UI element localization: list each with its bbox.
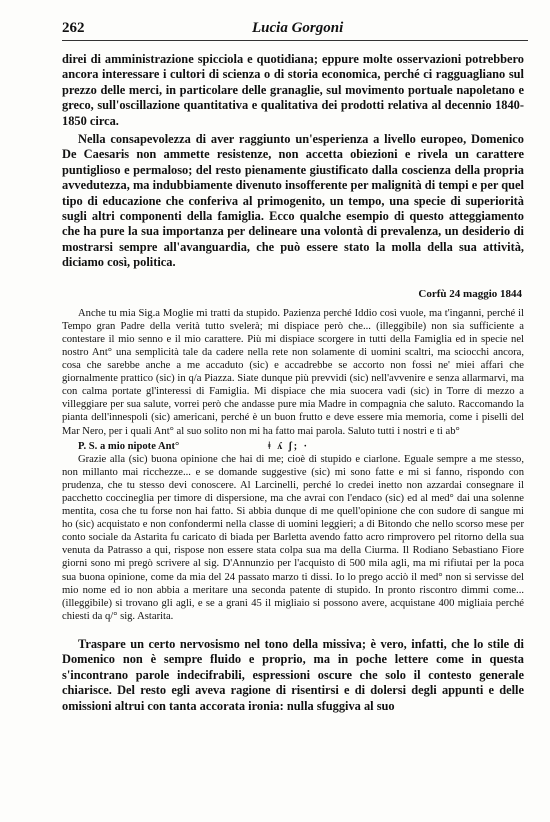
- letter-date: Corfù 24 maggio 1844: [418, 287, 522, 300]
- page-number: 262: [62, 20, 85, 36]
- running-header: [62, 20, 528, 42]
- postscript-label: P. S. a mio nipote Ant°: [78, 440, 180, 452]
- header-rule: [62, 40, 528, 41]
- handwritten-scribble: ǂ ʎ ʃ; ·: [267, 440, 309, 452]
- intro-paragraph-2: Nella consapevolezza di aver raggiunto un'esperienza a livello europeo, Domenico De Caesaris non ammette resistenze, non accetta obiezioni e rivela un carattere puntiglioso e permaloso; del resto pienamente giustificato dalla coscienza della propria avvedutezza, ma indubbiamente divenuto insofferente per malignità di tempi e per quel tipo di educazione che conferiva al primogenito, un tempo, una specie di superiorità sugli altri componenti della famiglia. Ecco qualche esempio di questo atteggiamento che ha pure la sua importanza per delineare una volontà di prevalenza, un desiderio di mostrarsi sempre all'avanguardia, che può essere stato la molla della sua attività, diciamo così, politica.: [62, 132, 524, 270]
- intro-text: [62, 52, 524, 271]
- page-body: [62, 52, 524, 714]
- letter-paragraph-1: Anche tu mia Sig.a Moglie mi tratti da stupido. Pazienza perché Iddio così vuole, ma t'inganni, perché il Tempo gran Padre della verità tutto svelerà; mi dispiace però che... (illeggibile) non sia sufficiente a contestare il mio senno e il mio carattere. Più mi dispiace scorgere in tutti della Famiglia ed in specie nel nostro Ant° una semplicità tale da cadere nella rete non solamente di uomini scaltri, ma sciocchi ancora, cosa che sarebbe anche a me accaduto (sic) e accadrebbe se accorto non fossi ne' miei affari che giornalmente prattico (sic) in q/a Piazza. Siate dunque più prevvidi (sic) nell'avvenire e senza allarmarvi, ma con calma portate gl'interessi di Famiglia. Mi dispiace che mia suocera vadi (sic) in Torre di mezzo a villeggiare per sua salute, vorrei però che andasse pure mia Madre in compagnia che saluto. Raccomando la pianta dell'innespoli (sic) americani, perché è un buon frutto e deve essere mia memoria, come i piselli del Mar Nero, per i quali Ant° al suo solito non mi ha fatto mai parola. Saluto tutti i nostri e ti ab°: [62, 307, 524, 437]
- letter-quote: [62, 307, 524, 623]
- commentary-text: [62, 637, 524, 714]
- letter-paragraph-2: Grazie alla (sic) buona opinione che hai di me; cioè di stupido e ciarlone. Eguale sempre a me stesso, non millanto mai ricchezze... e se domande suggestive (sic) mi sono fatte e mi si fanno, rispondo con prudenza, che tu stesso devi conoscere. Al Larcinelli, perché lo credei inetto non azzardai consegnare il pacchetto coccineglia per timore di dispersione, ma che avrai con l'endaco (sic) ed al med° dai una solenne mentita, cosa che tu forse non hai fatto. Si abbia dunque di me quell'opinione che con sudore di sangue mi ho (sic) acquistato e non confondermi nella classe di uomini leggieri; a di Bitondo che nello scorso mese per conto sociale da Astarita fu caricato di biada per Barletta avendo fatto acro rimprovero pel ritorno della sua venuta da Patrasso a qui, rispose non essere stata colpa sua ma della Ciurma. Il Rodiano Sebastiano Fiore giorni sono mi pregò scrivere al sig. D'Annunzio per l'acquisto di 500 mila agli, ma mi rifiutai per la poca sua buona opinione, come da mia del 24 passato marzo ti dissi. Io lo prego acciò il med° non si servisse del mio nome ed io non abbia a meritare una seconda patente di stupido. In pronto riscontro dimmi come... (illeggibile) si trovano gli agli, e se a grani 45 il migliaio si possono avere, acquistane 400 migliaia perché chiesti da q/° sig. Astarita.: [62, 453, 524, 622]
- commentary-paragraph: Traspare un certo nervosismo nel tono della missiva; è vero, infatti, che lo stile di Domenico non è sempre fluido e proprio, ma in poche lettere come in questa s'incontrano parole indecifrabili, espressioni oscure che solo il contesto generale chiarisce. Del resto egli aveva ragione di risentirsi e di dolersi degli appunti e delle omissioni altrui con tanta accorata ironia: nulla sfuggiva al suo: [62, 636, 524, 713]
- intro-paragraph-1: direi di amministrazione spicciola e quotidiana; eppure molte osservazioni potrebbero ancora interessare i cultori di scienza o di storia economica, perché ci ragguagliano sul prezzo delle merci, in particolare delle granaglie, sul movimento portuale napoletano e greco, sull'oscillazione quantitativa e qualitativa dei prodotti relativa al decennio 1840-1850 circa.: [62, 52, 524, 128]
- letter-postscript-line: [62, 440, 524, 453]
- running-head-author: Lucia Gorgoni: [252, 20, 344, 36]
